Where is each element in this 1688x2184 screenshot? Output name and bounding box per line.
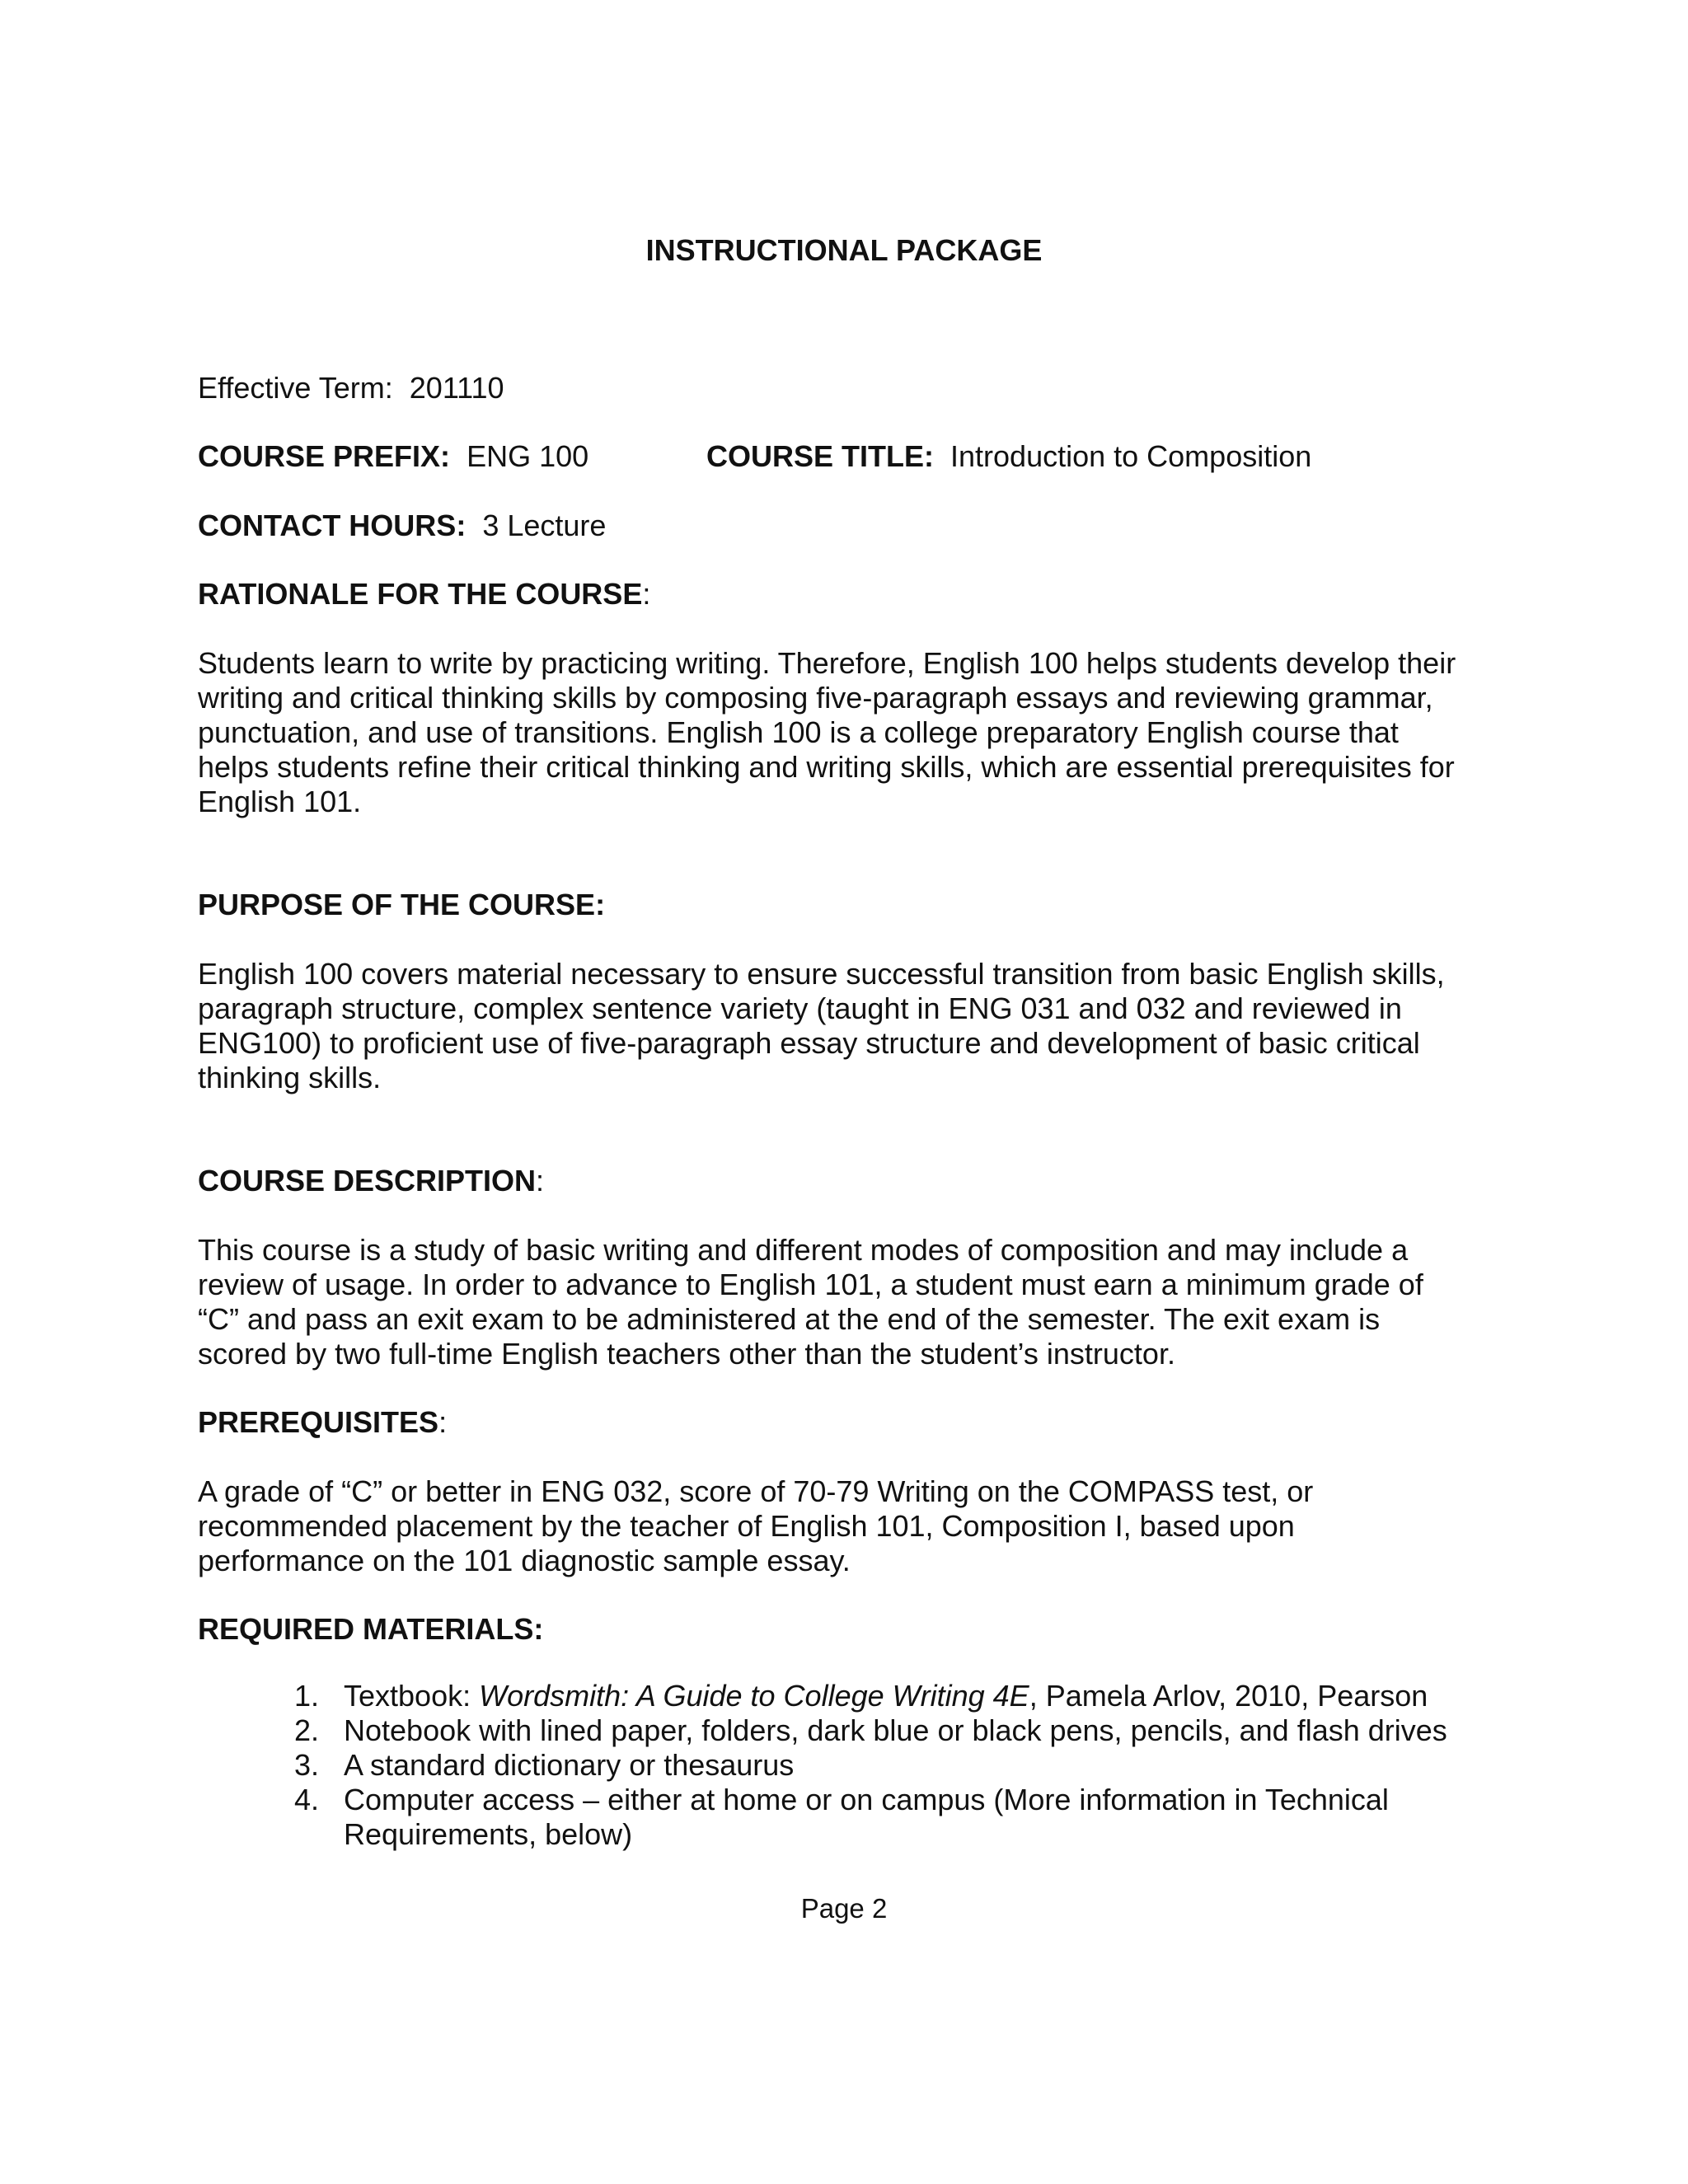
description-line: scored by two full-time English teachers other than the student’s instructor.	[198, 1337, 1175, 1371]
prerequisites-line: recommended placement by the teacher of English 101, Composition I, based upon	[198, 1509, 1295, 1543]
prerequisites-heading	[198, 1405, 447, 1440]
purpose-line: paragraph structure, complex sentence variety (taught in ENG 031 and 032 and reviewed in	[198, 991, 1402, 1025]
page-number: Page 2	[800, 1893, 888, 1924]
rationale-heading	[198, 577, 650, 612]
contact-hours-label: CONTACT HOURS:	[198, 509, 467, 542]
rationale-heading-text: RATIONALE FOR THE COURSE	[198, 577, 643, 611]
prerequisites-heading-colon: :	[438, 1405, 448, 1439]
rationale-line: punctuation, and use of transitions. English 100 is a college preparatory English course that	[198, 715, 1399, 749]
list-item-number: 3.	[294, 1748, 320, 1782]
purpose-paragraph	[198, 957, 1517, 1095]
course-title-label: COURSE TITLE:	[706, 439, 934, 473]
list-item-text: Notebook with lined paper, folders, dark blue or black pens, pencils, and flash drives	[344, 1713, 1447, 1747]
rationale-line: English 101.	[198, 785, 362, 818]
materials-list	[198, 1679, 1517, 1852]
list-item-text	[344, 1679, 1428, 1713]
textbook-title: Wordsmith: A Guide to College Writing 4E	[479, 1679, 1029, 1713]
purpose-line: thinking skills.	[198, 1061, 382, 1094]
effective-term-label: Effective Term:	[198, 371, 393, 405]
contact-hours-value: 3 Lecture	[482, 509, 607, 542]
course-prefix-label: COURSE PREFIX:	[198, 439, 451, 473]
list-item-line: Requirements, below)	[344, 1817, 633, 1851]
description-line: This course is a study of basic writing and different modes of composition and may include a	[198, 1233, 1409, 1267]
list-item-line: Computer access – either at home or on campus (More information in Technical	[344, 1783, 1389, 1816]
list-item	[198, 1679, 1517, 1713]
textbook-prefix: Textbook:	[344, 1679, 480, 1713]
description-heading-colon: :	[536, 1164, 545, 1197]
textbook-details: , Pamela Arlov, 2010, Pearson	[1029, 1679, 1428, 1713]
document-title: INSTRUCTIONAL PACKAGE	[645, 233, 1043, 267]
purpose-line: English 100 covers material necessary to ensure successful transition from basic English skills,	[198, 957, 1445, 991]
description-heading-text: COURSE DESCRIPTION	[198, 1164, 537, 1197]
list-item	[198, 1783, 1517, 1852]
course-prefix-value: ENG 100	[467, 439, 589, 473]
course-title-row	[706, 439, 1311, 474]
description-line: review of usage. In order to advance to English 101, a student must earn a minimum grade of	[198, 1268, 1423, 1301]
list-item	[198, 1713, 1517, 1748]
effective-term-value: 201110	[409, 371, 504, 405]
course-title-value: Introduction to Composition	[950, 439, 1312, 473]
prerequisites-paragraph	[198, 1474, 1517, 1578]
list-item-number: 4.	[294, 1783, 320, 1816]
course-prefix-row	[198, 439, 588, 474]
prerequisites-line: performance on the 101 diagnostic sample essay.	[198, 1544, 851, 1577]
rationale-line: helps students refine their critical thinking and writing skills, which are essential prerequisites for	[198, 750, 1455, 784]
rationale-heading-colon: :	[642, 577, 651, 611]
rationale-line: writing and critical thinking skills by composing five-paragraph essays and reviewing grammar,	[198, 681, 1433, 715]
purpose-heading: PURPOSE OF THE COURSE:	[198, 888, 606, 921]
list-item	[198, 1748, 1517, 1783]
materials-heading: REQUIRED MATERIALS:	[198, 1612, 544, 1646]
list-item-number: 1.	[294, 1679, 320, 1713]
description-line: “C” and pass an exit exam to be administered at the end of the semester. The exit exam is	[198, 1302, 1381, 1336]
list-item-number: 2.	[294, 1713, 320, 1747]
list-item-text: A standard dictionary or thesaurus	[344, 1748, 795, 1782]
rationale-line: Students learn to write by practicing writing. Therefore, English 100 helps students develop their	[198, 646, 1456, 680]
description-heading	[198, 1164, 544, 1198]
rationale-paragraph	[198, 646, 1517, 819]
prerequisites-line: A grade of “C” or better in ENG 032, score of 70-79 Writing on the COMPASS test, or	[198, 1474, 1314, 1508]
effective-term-row	[198, 371, 504, 405]
description-paragraph	[198, 1233, 1517, 1371]
list-item-text	[344, 1783, 1517, 1852]
purpose-line: ENG100) to proficient use of five-paragraph essay structure and development of basic critical	[198, 1026, 1420, 1060]
prerequisites-heading-text: PREREQUISITES	[198, 1405, 439, 1439]
contact-hours-row	[198, 509, 606, 543]
